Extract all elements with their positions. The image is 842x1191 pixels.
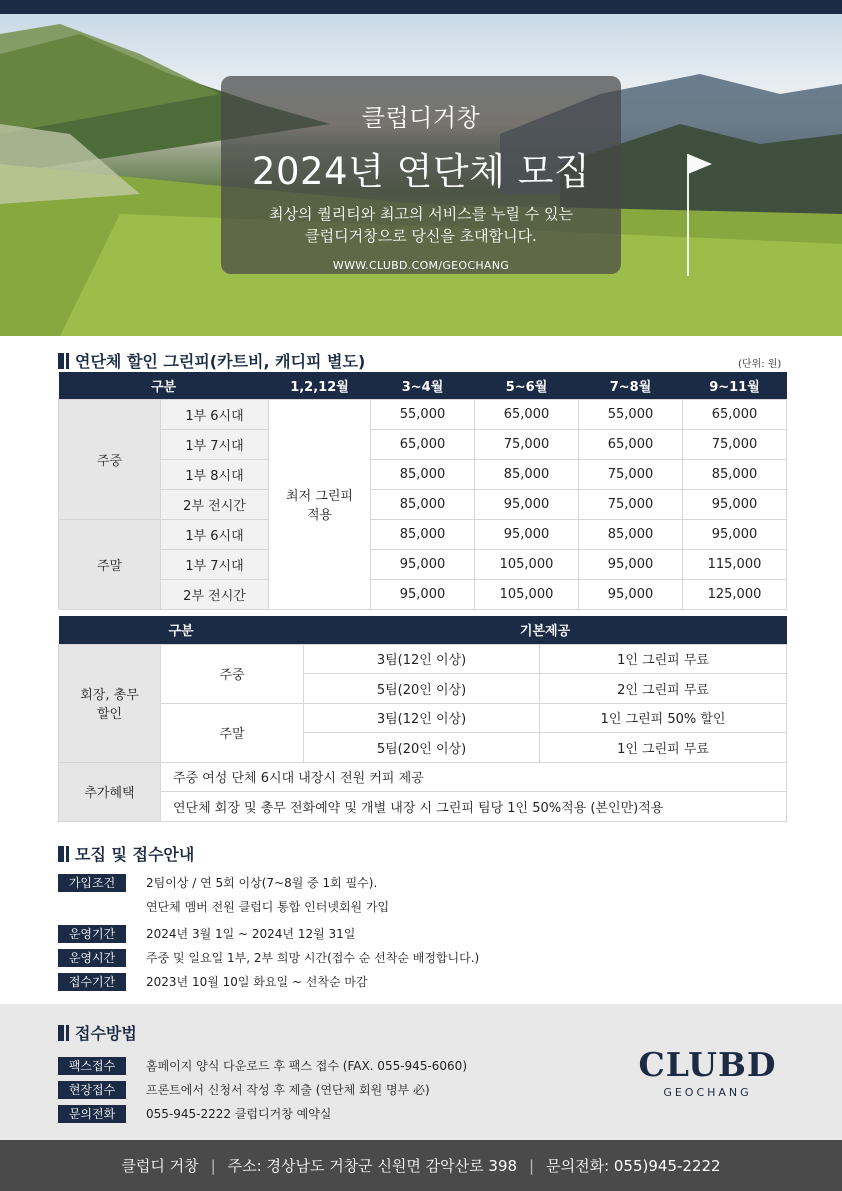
hero-title: 2024년 연단체 모집 (251, 150, 591, 193)
green-fee-table (58, 372, 787, 610)
benefit-cell: 1인 그린피 50% 할인 (540, 703, 787, 733)
fee-cell: 85,000 (371, 519, 475, 549)
apply-row-fax (58, 1057, 467, 1075)
clubd-logo (630, 1045, 785, 1099)
header-cell: 5~6월 (475, 372, 579, 399)
fee-cell: 65,000 (683, 399, 787, 429)
fee-cell: 85,000 (579, 519, 683, 549)
header-cell: 구분 (59, 372, 269, 399)
table-row (59, 579, 787, 609)
info-text: 2023년 10월 10일 화요일 ~ 선착순 마감 (146, 975, 368, 989)
group-line-2: 할인 (96, 707, 123, 722)
fee-cell: 95,000 (371, 549, 475, 579)
info-text: 055-945-2222 클럽디거창 예약실 (146, 1107, 332, 1121)
info-text: 2024년 3월 1일 ~ 2024년 12월 31일 (146, 927, 356, 941)
fee-cell: 65,000 (371, 429, 475, 459)
fee-cell: 95,000 (579, 549, 683, 579)
info-tag: 접수기간 (58, 973, 126, 991)
recruit-section-title (58, 842, 194, 865)
fee-cell: 95,000 (579, 579, 683, 609)
section-bar-icon (66, 1025, 69, 1041)
section-bar-icon (58, 846, 64, 862)
footer (0, 1140, 842, 1191)
fee-cell: 75,000 (475, 429, 579, 459)
info-row-join (58, 874, 389, 916)
apply-section-title-text: 접수방법 (75, 1024, 137, 1043)
slot-cell: 2부 전시간 (161, 489, 269, 519)
extra-benefit-label: 추가혜택 (59, 762, 161, 821)
fee-cell: 95,000 (475, 519, 579, 549)
section-bar-icon (58, 353, 64, 369)
footer-address: 주소: 경상남도 거창군 신원면 감악산로 398 (227, 1157, 518, 1175)
apply-row-onsite (58, 1081, 430, 1099)
table-header-row (59, 616, 787, 644)
footer-name: 클럽디 거창 (121, 1157, 199, 1175)
fee-cell: 95,000 (371, 579, 475, 609)
info-tag: 문의전화 (58, 1105, 126, 1123)
header-cell: 1,2,12월 (269, 372, 371, 399)
recruit-section-title-text: 모집 및 접수안내 (75, 845, 195, 864)
fee-section-title-text: 연단체 할인 그린피(카트비, 캐디피 별도) (75, 352, 366, 371)
fee-cell: 65,000 (579, 429, 683, 459)
fee-cell: 55,000 (579, 399, 683, 429)
table-header-row (59, 372, 787, 399)
info-text (146, 874, 389, 916)
table-row (59, 519, 787, 549)
table-row (59, 703, 787, 733)
info-tag: 현장접수 (58, 1081, 126, 1099)
fee-cell: 65,000 (475, 399, 579, 429)
footer-separator: | (529, 1156, 535, 1175)
fee-cell: 95,000 (475, 489, 579, 519)
info-line: 연단체 멤버 전원 클럽디 통합 인터넷회원 가입 (146, 900, 390, 914)
info-row-hours (58, 949, 479, 967)
section-bar-icon (66, 353, 69, 369)
discount-group-cell (59, 644, 161, 762)
header-cell: 9~11월 (683, 372, 787, 399)
header-cell: 3~4월 (371, 372, 475, 399)
fee-cell: 75,000 (579, 459, 683, 489)
table-row (59, 489, 787, 519)
weekday-group-cell: 주중 (59, 399, 161, 519)
section-bar-icon (58, 1025, 64, 1041)
benefit-cell: 1인 그린피 무료 (540, 644, 787, 674)
fee-cell: 75,000 (683, 429, 787, 459)
header-cell: 구분 (59, 616, 304, 644)
apply-row-phone (58, 1105, 331, 1123)
logo-subtitle: GEOCHANG (663, 1086, 752, 1099)
fee-cell: 85,000 (475, 459, 579, 489)
table-row (59, 792, 787, 822)
slot-cell: 1부 8시대 (161, 459, 269, 489)
info-text: 주중 및 일요일 1부, 2부 희망 시간(접수 순 선착순 배정합니다.) (146, 951, 480, 965)
weekend-group-cell: 주말 (59, 519, 161, 609)
fee-cell: 115,000 (683, 549, 787, 579)
fee-section-title (58, 349, 365, 372)
slot-cell: 1부 6시대 (161, 519, 269, 549)
slot-cell: 1부 7시대 (161, 429, 269, 459)
weekend-cell: 주말 (161, 703, 304, 762)
header-cell: 7~8월 (579, 372, 683, 399)
benefit-cell: 1인 그린피 무료 (540, 733, 787, 763)
table-row (59, 762, 787, 792)
table-row (59, 644, 787, 674)
header-cell: 기본제공 (304, 616, 787, 644)
hero-description (221, 203, 621, 247)
fee-cell: 75,000 (579, 489, 683, 519)
info-row-period (58, 925, 355, 943)
table-row (59, 429, 787, 459)
fee-cell: 105,000 (475, 579, 579, 609)
info-text: 프론트에서 신청서 작성 후 제출 (연단체 회원 명부 必) (146, 1083, 430, 1097)
hero-desc-line-2: 클럽디거창으로 당신을 초대합니다. (305, 227, 537, 245)
hero-banner (0, 14, 842, 336)
benefit-cell: 2인 그린피 무료 (540, 674, 787, 704)
top-bar (0, 0, 842, 14)
table-row (59, 399, 787, 429)
hero-desc-line-1: 최상의 퀄리티와 최고의 서비스를 누릴 수 있는 (269, 205, 573, 223)
footer-phone: 문의전화: 055)945-2222 (546, 1157, 721, 1175)
team-cell: 5팀(20인 이상) (304, 674, 540, 704)
team-cell: 3팀(12인 이상) (304, 644, 540, 674)
weekday-cell: 주중 (161, 644, 304, 703)
logo-wordmark: CLUBD (638, 1045, 777, 1084)
fee-cell: 85,000 (683, 459, 787, 489)
unit-label: (단위: 원) (738, 359, 782, 370)
info-tag: 운영기간 (58, 925, 126, 943)
hero-text-box (221, 76, 621, 274)
special-fee-cell (269, 399, 371, 609)
special-line-2: 적용 (306, 508, 333, 523)
hero-subtitle: 클럽디거창 (361, 104, 481, 132)
info-tag: 운영시간 (58, 949, 126, 967)
section-bar-icon (66, 846, 69, 862)
fee-cell: 105,000 (475, 549, 579, 579)
footer-separator: | (210, 1156, 216, 1175)
slot-cell: 1부 6시대 (161, 399, 269, 429)
hero-url-link[interactable]: WWW.CLUBD.COM/GEOCHANG (332, 259, 510, 272)
slot-cell: 1부 7시대 (161, 549, 269, 579)
slot-cell: 2부 전시간 (161, 579, 269, 609)
info-tag: 가입조건 (58, 874, 126, 892)
info-text: 홈페이지 양식 다운로드 후 팩스 접수 (FAX. 055-945-6060) (146, 1059, 467, 1073)
info-row-application (58, 973, 368, 991)
info-tag: 팩스접수 (58, 1057, 126, 1075)
extra-benefit-text: 연단체 회장 및 총무 전화예약 및 개별 내장 시 그린피 팀당 1인 50%적용 (본인만)적용 (161, 792, 787, 822)
fee-cell: 95,000 (683, 519, 787, 549)
extra-benefit-text: 주중 여성 단체 6시대 내장시 전원 커피 제공 (161, 762, 787, 792)
group-line-1: 회장, 총무 (80, 688, 139, 703)
table-row (59, 459, 787, 489)
table-row (59, 549, 787, 579)
fee-cell: 125,000 (683, 579, 787, 609)
team-cell: 3팀(12인 이상) (304, 703, 540, 733)
apply-section-title (58, 1021, 137, 1044)
benefit-table (58, 616, 787, 822)
fee-cell: 55,000 (371, 399, 475, 429)
fee-cell: 85,000 (371, 459, 475, 489)
fee-cell: 95,000 (683, 489, 787, 519)
info-line: 2팀이상 / 연 5회 이상(7~8월 중 1회 필수). (146, 876, 378, 890)
special-line-1: 최저 그린피 (286, 489, 353, 504)
fee-cell: 85,000 (371, 489, 475, 519)
team-cell: 5팀(20인 이상) (304, 733, 540, 763)
